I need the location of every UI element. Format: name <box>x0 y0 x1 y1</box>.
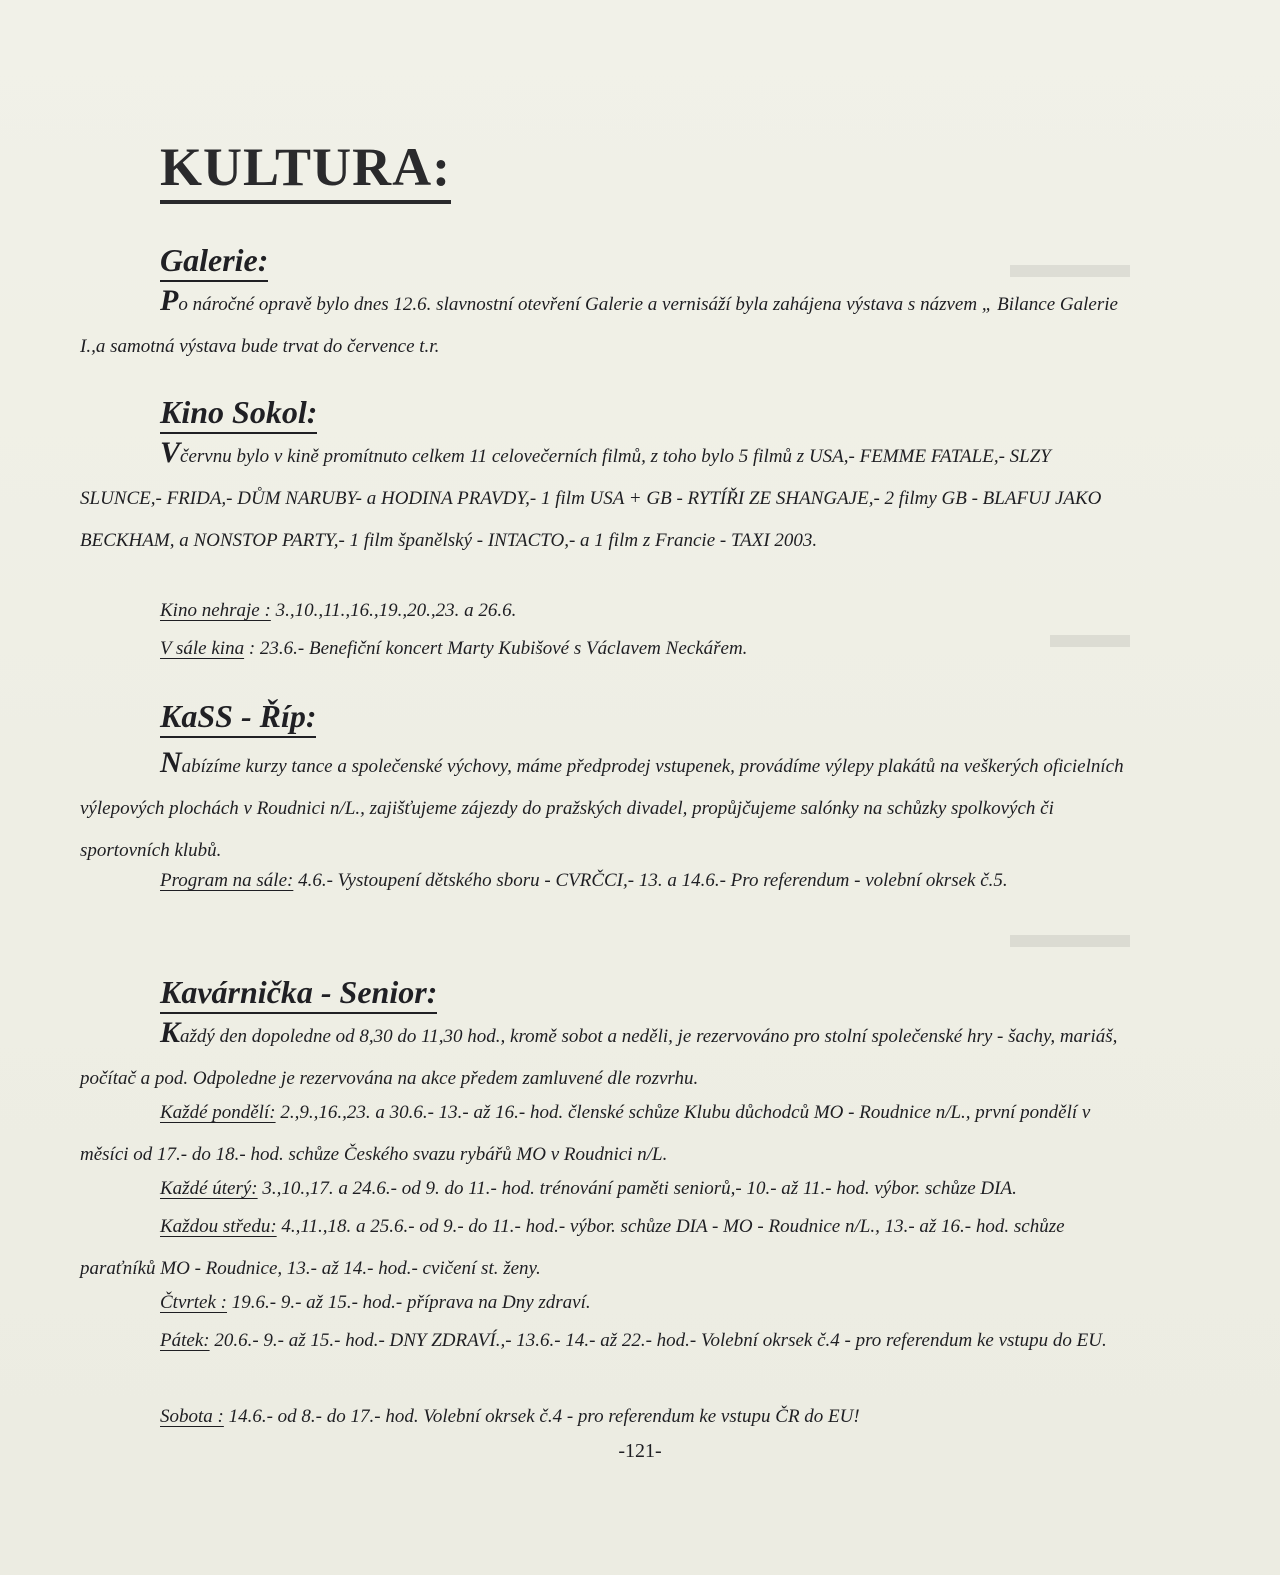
kavarnicka-ctvrtek-label: Čtvrtek : <box>160 1292 228 1313</box>
bleed-through-mark: ▬▬▬ <box>1010 241 1130 286</box>
kass-program-label: Program na sále: <box>160 870 294 891</box>
kavarnicka-ctvrtek-paragraph <box>80 1282 1130 1324</box>
kavarnicka-text: aždý den dopoledne od 8,30 do 11,30 hod., kromě sobot a neděli, je rezervováno pro stolní společenské hry - šachy, mariáš, počítač a pod. Odpoledne je rezervována na akce předem zamluvené dle rozvrhu. <box>80 1026 1118 1089</box>
kass-paragraph <box>80 746 1130 872</box>
kavarnicka-dropcap: K <box>160 1016 181 1049</box>
kass-program-paragraph <box>80 860 1130 902</box>
kavarnicka-utery-value: 3.,10.,17. a 24.6.- od 9. do 11.- hod. trénování paměti seniorů,- 10.- až 11.- hod. výbor. schůze DIA. <box>257 1178 1017 1199</box>
kavarnicka-pondeli-paragraph <box>80 1092 1130 1176</box>
bleed-through-mark: ▬▬▬ <box>1010 911 1130 956</box>
kino-sal-label: V sále kina <box>160 638 245 659</box>
section-heading-kavarnicka: Kavárnička - Senior: <box>160 976 437 1014</box>
kavarnicka-pondeli-label: Každé pondělí: <box>160 1102 276 1123</box>
kino-sal-line <box>160 628 1160 670</box>
kino-sal-value: : 23.6.- Benefiční koncert Marty Kubišové s Václavem Neckářem. <box>244 638 748 659</box>
page-number: -121- <box>618 1440 662 1462</box>
kavarnicka-streda-value: 4.,11.,18. a 25.6.- od 9.- do 11.- hod.- výbor. schůze DIA - MO - Roudnice n/L., 13.- až 16.- hod. schůze paraťníků MO - Roudnice, 13.- až 14.- hod.- cvičení st. ženy. <box>80 1216 1065 1279</box>
section-heading-kass: KaSS - Říp: <box>160 700 316 738</box>
kavarnicka-paragraph <box>80 1016 1130 1100</box>
section-heading-kino: Kino Sokol: <box>160 396 317 434</box>
kavarnicka-sobota-value: 14.6.- od 8.- do 17.- hod. Volební okrsek č.4 - pro referendum ke vstupu ČR do EU! <box>223 1406 860 1427</box>
kass-dropcap: N <box>160 746 182 779</box>
kavarnicka-patek-value: 20.6.- 9.- až 15.- hod.- DNY ZDRAVÍ.,- 13.6.- 14.- až 22.- hod.- Volební okrsek č.4 - pro referendum ke vstupu do EU. <box>209 1330 1107 1351</box>
kavarnicka-sobota-paragraph <box>80 1396 1130 1438</box>
kavarnicka-pondeli-value: 2.,9.,16.,23. a 30.6.- 13.- až 16.- hod. členské schůze Klubu důchodců MO - Roudnice n/L., první pondělí v měsíci od 17.- do 18.- hod. schůze Českého svazu rybářů MO v Roudnici n/L. <box>80 1102 1091 1165</box>
kavarnicka-streda-label: Každou středu: <box>160 1216 277 1237</box>
kavarnicka-patek-paragraph <box>80 1320 1130 1362</box>
kass-text: abízíme kurzy tance a společenské výchovy, máme předprodej vstupenek, provádíme výlepy plakátů na veškerých oficielních výlepových plochách v Roudnici n/L., zajišťujeme zájezdy do pražských divadel, propůjčujeme salónky na schůzky spolkových či sportovních klubů. <box>80 756 1124 861</box>
kino-nehraje-line <box>160 590 1160 632</box>
kavarnicka-streda-paragraph <box>80 1206 1130 1290</box>
kass-program-value: 4.6.- Vystoupení dětského sboru - CVRČCI,- 13. a 14.6.- Pro referendum - volební okrsek č.5. <box>293 870 1008 891</box>
kino-nehraje-value: 3.,10.,11.,16.,19.,20.,23. a 26.6. <box>270 600 517 621</box>
section-heading-galerie: Galerie: <box>160 244 268 282</box>
bleed-through-mark: ▬▬ <box>1050 611 1130 656</box>
kino-dropcap: V <box>160 436 181 469</box>
galerie-paragraph <box>80 284 1130 368</box>
kavarnicka-sobota-label: Sobota : <box>160 1406 224 1427</box>
kino-paragraph <box>80 436 1130 562</box>
kino-nehraje-label: Kino nehraje : <box>160 600 271 621</box>
kavarnicka-utery-label: Každé úterý: <box>160 1178 258 1199</box>
page-title: KULTURA: <box>160 140 451 204</box>
kavarnicka-utery-paragraph <box>80 1168 1130 1210</box>
galerie-dropcap: P <box>160 284 179 317</box>
kavarnicka-ctvrtek-value: 19.6.- 9.- až 15.- hod.- příprava na Dny zdraví. <box>227 1292 591 1313</box>
galerie-text: o náročné opravě bylo dnes 12.6. slavnostní otevření Galerie a vernisáží byla zahájena výstava s názvem „ Bilance Galerie I.,a samotná výstava bude trvat do července t.r. <box>80 294 1118 357</box>
kavarnicka-patek-label: Pátek: <box>160 1330 210 1351</box>
kino-text: červnu bylo v kině promítnuto celkem 11 celovečerních filmů, z toho bylo 5 filmů z USA,- FEMME FATALE,- SLZY SLUNCE,- FRIDA,- DŮM NARUBY- a HODINA PRAVDY,- 1 film USA + GB - RYTÍŘI ZE SHANGAJE,- 2 filmy GB - BLAFUJ JAKO BECKHAM, a NONSTOP PARTY,- 1 film španělský - INTACTO,- a 1 film z Francie - TAXI 2003. <box>80 446 1102 551</box>
